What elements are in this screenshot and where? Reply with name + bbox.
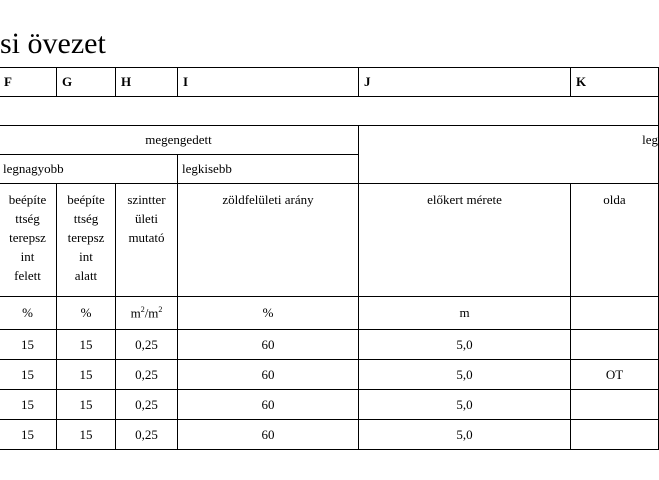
unit-f: % — [0, 297, 57, 330]
unit-j: m — [359, 297, 571, 330]
cell-j: 5,0 — [359, 390, 571, 420]
cell-i: 60 — [178, 330, 359, 360]
cell-h: 0,25 — [116, 330, 178, 360]
header-row-3 — [0, 184, 659, 297]
cell-g: 15 — [57, 390, 116, 420]
table-row — [0, 360, 659, 390]
cell-i: 60 — [178, 420, 359, 450]
cell-k — [571, 330, 659, 360]
unit-i: % — [178, 297, 359, 330]
header-legkisebb: legkisebb — [178, 155, 359, 184]
table-row — [0, 390, 659, 420]
unit-h: $m^2/m^2$ — [116, 297, 178, 330]
unit-g: % — [57, 297, 116, 330]
table-row — [0, 330, 659, 360]
spacer-row — [0, 97, 659, 126]
cell-f: 15 — [0, 420, 57, 450]
header-beepitettseg-felett: beépíte ttség terepsz int felett — [0, 184, 57, 297]
unit-k — [571, 297, 659, 330]
cell-h: 0,25 — [116, 360, 178, 390]
column-letter-g: G — [57, 68, 116, 97]
page-title: si övezet — [0, 27, 106, 60]
cell-j: 5,0 — [359, 330, 571, 360]
cell-f: 15 — [0, 390, 57, 420]
unit-row — [0, 297, 659, 330]
cell-g: 15 — [57, 330, 116, 360]
header-row-1 — [0, 126, 659, 155]
cell-f: 15 — [0, 360, 57, 390]
header-elokert-merete: előkert mérete — [359, 184, 571, 297]
header-olda-clipped: olda — [571, 184, 659, 297]
header-szintteruleti-mutato: szintter ületi mutató — [116, 184, 178, 297]
header-zoldfeluleti-arany: zöldfelületi arány — [178, 184, 359, 297]
column-letter-h: H — [116, 68, 178, 97]
column-letter-i: I — [178, 68, 359, 97]
header-leg-clipped — [359, 126, 659, 184]
cell-f: 15 — [0, 330, 57, 360]
cell-k — [571, 390, 659, 420]
column-letter-k: K — [571, 68, 659, 97]
cell-j: 5,0 — [359, 420, 571, 450]
spacer-cell — [0, 97, 659, 126]
table-row — [0, 420, 659, 450]
cell-h: 0,25 — [116, 420, 178, 450]
cell-k — [571, 420, 659, 450]
column-letter-row — [0, 68, 659, 97]
header-leg-text: leg — [642, 132, 658, 147]
header-beepitettseg-alatt: beépíte ttség terepsz int alatt — [57, 184, 116, 297]
cell-k: OT — [571, 360, 659, 390]
header-megengedett: megengedett — [0, 126, 359, 155]
cell-g: 15 — [57, 420, 116, 450]
column-letter-j: J — [359, 68, 571, 97]
column-letter-f: F — [0, 68, 57, 97]
regulation-table — [0, 67, 659, 450]
cell-j: 5,0 — [359, 360, 571, 390]
cell-h: 0,25 — [116, 390, 178, 420]
cell-i: 60 — [178, 390, 359, 420]
cell-g: 15 — [57, 360, 116, 390]
cell-i: 60 — [178, 360, 359, 390]
header-legnagyobb: legnagyobb — [0, 155, 178, 184]
